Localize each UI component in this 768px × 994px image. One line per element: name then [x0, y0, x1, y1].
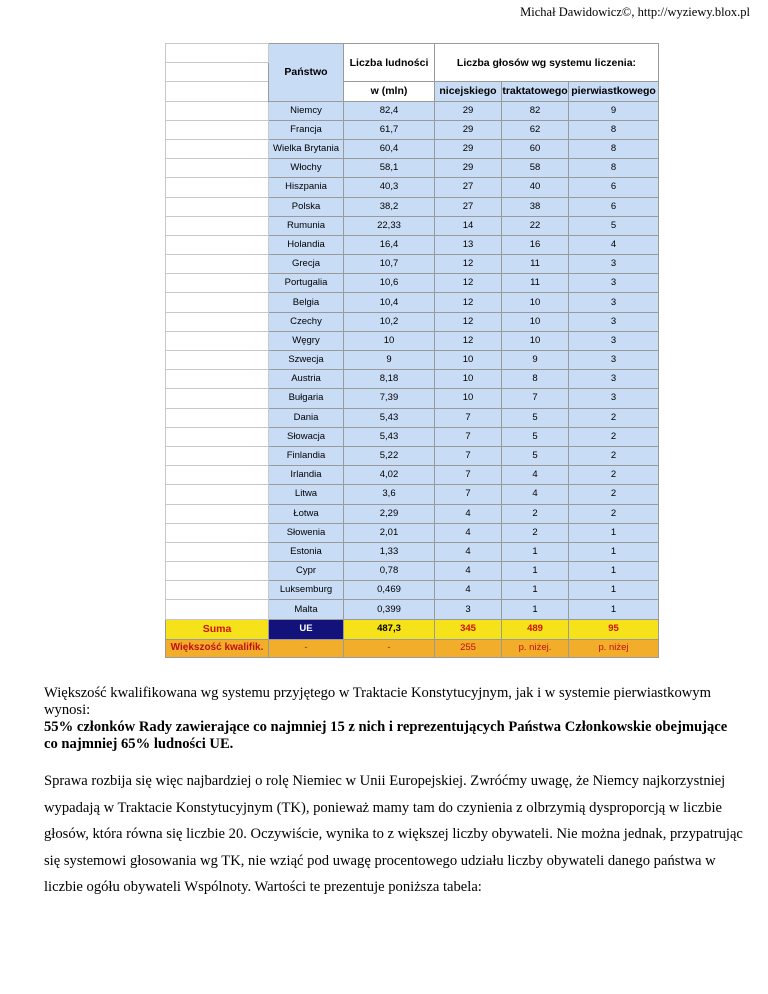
blank-cell: [166, 274, 269, 293]
country-cell: Wielka Brytania: [269, 139, 344, 158]
table-row: [166, 485, 659, 504]
table-row: [166, 581, 659, 600]
tk-votes-cell: 40: [502, 178, 569, 197]
pierw-votes-cell: 3: [569, 255, 659, 274]
nice-votes-cell: 7: [435, 446, 502, 465]
population-cell: 10,2: [344, 312, 435, 331]
nice-votes-cell: 4: [435, 581, 502, 600]
population-cell: 16,4: [344, 235, 435, 254]
pierw-votes-cell: 2: [569, 466, 659, 485]
tk-votes-cell: 11: [502, 255, 569, 274]
blank-cell: [166, 331, 269, 350]
blank-cell: [166, 427, 269, 446]
pierw-votes-cell: 3: [569, 293, 659, 312]
country-cell: Irlandia: [269, 466, 344, 485]
country-cell: Finlandia: [269, 446, 344, 465]
qm-nice: 255: [435, 639, 502, 657]
tk-votes-cell: 62: [502, 120, 569, 139]
blank-cell: [166, 216, 269, 235]
sum-pierw: 95: [569, 619, 659, 639]
sum-nice: 345: [435, 619, 502, 639]
country-cell: Belgia: [269, 293, 344, 312]
table-row: [166, 178, 659, 197]
population-cell: 8,18: [344, 370, 435, 389]
nice-votes-cell: 12: [435, 274, 502, 293]
tk-votes-cell: 7: [502, 389, 569, 408]
population-cell: 4,02: [344, 466, 435, 485]
tk-votes-cell: 82: [502, 101, 569, 120]
pierw-votes-cell: 8: [569, 120, 659, 139]
population-cell: 0,78: [344, 562, 435, 581]
blank-cell: [166, 63, 269, 82]
tk-votes-cell: 2: [502, 504, 569, 523]
nice-votes-cell: 7: [435, 485, 502, 504]
pierw-votes-cell: 6: [569, 178, 659, 197]
header-votes-group: Liczba głosów wg systemu liczenia:: [435, 44, 659, 82]
country-cell: Holandia: [269, 235, 344, 254]
tk-votes-cell: 5: [502, 427, 569, 446]
tk-votes-cell: 16: [502, 235, 569, 254]
country-cell: Rumunia: [269, 216, 344, 235]
country-cell: Bułgaria: [269, 389, 344, 408]
country-cell: Węgry: [269, 331, 344, 350]
nice-votes-cell: 12: [435, 293, 502, 312]
pierw-votes-cell: 8: [569, 139, 659, 158]
paragraph-qualified-majority: [44, 685, 744, 753]
blank-cell: [166, 466, 269, 485]
tk-votes-cell: 1: [502, 562, 569, 581]
table-row: [166, 216, 659, 235]
table-row: [166, 600, 659, 619]
blank-cell: [166, 485, 269, 504]
tk-votes-cell: 10: [502, 312, 569, 331]
qm-intro-text: Większość kwalifikowana wg systemu przyjętego w Traktacie Konstytucyjnym, jak i w systemie pierwiastkowym wynosi:: [44, 685, 711, 718]
pierw-votes-cell: 2: [569, 485, 659, 504]
pierw-votes-cell: 2: [569, 504, 659, 523]
population-cell: 61,7: [344, 120, 435, 139]
pierw-votes-cell: 5: [569, 216, 659, 235]
blank-cell: [166, 178, 269, 197]
tk-votes-cell: 11: [502, 274, 569, 293]
blank-cell: [166, 120, 269, 139]
nice-votes-cell: 29: [435, 101, 502, 120]
table-row: [166, 542, 659, 561]
blank-cell: [166, 82, 269, 101]
pierw-votes-cell: 3: [569, 351, 659, 370]
header-row-3: [166, 82, 659, 101]
nice-votes-cell: 29: [435, 139, 502, 158]
nice-votes-cell: 14: [435, 216, 502, 235]
population-cell: 2,01: [344, 523, 435, 542]
pierw-votes-cell: 3: [569, 274, 659, 293]
tk-votes-cell: 5: [502, 446, 569, 465]
population-cell: 10,4: [344, 293, 435, 312]
blank-cell: [166, 542, 269, 561]
country-cell: Estonia: [269, 542, 344, 561]
table-row: [166, 197, 659, 216]
country-cell: Niemcy: [269, 101, 344, 120]
country-cell: Łotwa: [269, 504, 344, 523]
table-row: [166, 370, 659, 389]
nice-votes-cell: 29: [435, 159, 502, 178]
tk-votes-cell: 1: [502, 542, 569, 561]
population-cell: 7,39: [344, 389, 435, 408]
nice-votes-cell: 10: [435, 370, 502, 389]
pierw-votes-cell: 3: [569, 389, 659, 408]
header-row-1: [166, 44, 659, 63]
blank-cell: [166, 504, 269, 523]
population-cell: 22,33: [344, 216, 435, 235]
tk-votes-cell: 10: [502, 331, 569, 350]
sum-population: 487,3: [344, 619, 435, 639]
blank-cell: [166, 44, 269, 63]
population-cell: 5,43: [344, 427, 435, 446]
pierw-votes-cell: 4: [569, 235, 659, 254]
nice-votes-cell: 29: [435, 120, 502, 139]
tk-votes-cell: 58: [502, 159, 569, 178]
qm-bold-text: 55% członków Rady zawierające co najmniej 15 z nich i reprezentujących Państwa Członkowskie obejmujące co najmniej 65% ludności UE.: [44, 719, 728, 752]
table-row: [166, 293, 659, 312]
qm-country: -: [269, 639, 344, 657]
pierw-votes-cell: 2: [569, 446, 659, 465]
nice-votes-cell: 12: [435, 331, 502, 350]
table-row: [166, 159, 659, 178]
table-row: [166, 235, 659, 254]
country-cell: Szwecja: [269, 351, 344, 370]
table-row: [166, 446, 659, 465]
pierw-votes-cell: 1: [569, 523, 659, 542]
pierw-votes-cell: 6: [569, 197, 659, 216]
blank-cell: [166, 101, 269, 120]
blank-cell: [166, 600, 269, 619]
sum-label: Suma: [166, 619, 269, 639]
votes-table-body: [166, 44, 659, 658]
blank-cell: [166, 523, 269, 542]
population-cell: 10,7: [344, 255, 435, 274]
population-cell: 5,22: [344, 446, 435, 465]
pierw-votes-cell: 3: [569, 331, 659, 350]
tk-votes-cell: 22: [502, 216, 569, 235]
country-cell: Francja: [269, 120, 344, 139]
blank-cell: [166, 255, 269, 274]
nice-votes-cell: 13: [435, 235, 502, 254]
tk-votes-cell: 1: [502, 600, 569, 619]
nice-votes-cell: 27: [435, 178, 502, 197]
header-pierw: pierwiastkowego: [569, 82, 659, 101]
nice-votes-cell: 12: [435, 312, 502, 331]
country-cell: Luksemburg: [269, 581, 344, 600]
country-cell: Czechy: [269, 312, 344, 331]
nice-votes-cell: 4: [435, 504, 502, 523]
sum-country: UE: [269, 619, 344, 639]
header-nice: nicejskiego: [435, 82, 502, 101]
nice-votes-cell: 10: [435, 389, 502, 408]
page-header: Michał Dawidowicz©, http://wyziewy.blox.pl: [520, 5, 750, 19]
blank-cell: [166, 370, 269, 389]
country-cell: Słowenia: [269, 523, 344, 542]
table-row: [166, 504, 659, 523]
table-row: [166, 351, 659, 370]
tk-votes-cell: 1: [502, 581, 569, 600]
nice-votes-cell: 12: [435, 255, 502, 274]
blank-cell: [166, 562, 269, 581]
tk-votes-cell: 4: [502, 466, 569, 485]
table-row: [166, 101, 659, 120]
blank-cell: [166, 312, 269, 331]
population-cell: 0,399: [344, 600, 435, 619]
sum-row: [166, 619, 659, 639]
tk-votes-cell: 9: [502, 351, 569, 370]
table-row: [166, 389, 659, 408]
header-tk: traktatowego: [502, 82, 569, 101]
pierw-votes-cell: 1: [569, 562, 659, 581]
population-cell: 0,469: [344, 581, 435, 600]
pierw-votes-cell: 1: [569, 600, 659, 619]
pierw-votes-cell: 1: [569, 581, 659, 600]
country-cell: Cypr: [269, 562, 344, 581]
nice-votes-cell: 10: [435, 351, 502, 370]
table-row: [166, 331, 659, 350]
population-cell: 82,4: [344, 101, 435, 120]
pierw-votes-cell: 2: [569, 427, 659, 446]
tk-votes-cell: 5: [502, 408, 569, 427]
country-cell: Austria: [269, 370, 344, 389]
pierw-votes-cell: 2: [569, 408, 659, 427]
population-cell: 10,6: [344, 274, 435, 293]
table-row: [166, 523, 659, 542]
tk-votes-cell: 60: [502, 139, 569, 158]
country-cell: Słowacja: [269, 427, 344, 446]
country-cell: Litwa: [269, 485, 344, 504]
country-cell: Portugalia: [269, 274, 344, 293]
blank-cell: [166, 293, 269, 312]
table-row: [166, 255, 659, 274]
nice-votes-cell: 7: [435, 427, 502, 446]
votes-table-wrapper: [165, 43, 659, 658]
tk-votes-cell: 4: [502, 485, 569, 504]
blank-cell: [166, 581, 269, 600]
population-cell: 10: [344, 331, 435, 350]
tk-votes-cell: 2: [502, 523, 569, 542]
table-row: [166, 120, 659, 139]
country-cell: Malta: [269, 600, 344, 619]
nice-votes-cell: 27: [435, 197, 502, 216]
blank-cell: [166, 159, 269, 178]
population-cell: 3,6: [344, 485, 435, 504]
table-row: [166, 274, 659, 293]
population-cell: 5,43: [344, 408, 435, 427]
qm-tk: p. niżej.: [502, 639, 569, 657]
tk-votes-cell: 38: [502, 197, 569, 216]
blank-cell: [166, 351, 269, 370]
qm-label: Większość kwalifik.: [166, 639, 269, 657]
qualified-majority-row: [166, 639, 659, 657]
country-cell: Włochy: [269, 159, 344, 178]
country-cell: Polska: [269, 197, 344, 216]
sum-tk: 489: [502, 619, 569, 639]
nice-votes-cell: 3: [435, 600, 502, 619]
population-cell: 9: [344, 351, 435, 370]
nice-votes-cell: 4: [435, 523, 502, 542]
blank-cell: [166, 446, 269, 465]
tk-votes-cell: 8: [502, 370, 569, 389]
pierw-votes-cell: 3: [569, 370, 659, 389]
country-cell: Dania: [269, 408, 344, 427]
nice-votes-cell: 4: [435, 542, 502, 561]
header-population: Liczba ludności: [344, 44, 435, 82]
blank-cell: [166, 139, 269, 158]
pierw-votes-cell: 3: [569, 312, 659, 331]
nice-votes-cell: 7: [435, 408, 502, 427]
table-row: [166, 139, 659, 158]
blank-cell: [166, 197, 269, 216]
blank-cell: [166, 235, 269, 254]
table-row: [166, 562, 659, 581]
population-cell: 2,29: [344, 504, 435, 523]
tk-votes-cell: 10: [502, 293, 569, 312]
qm-pierw: p. niżej: [569, 639, 659, 657]
table-row: [166, 312, 659, 331]
pierw-votes-cell: 8: [569, 159, 659, 178]
population-cell: 40,3: [344, 178, 435, 197]
pierw-votes-cell: 9: [569, 101, 659, 120]
qm-population: -: [344, 639, 435, 657]
population-cell: 58,1: [344, 159, 435, 178]
country-cell: Hiszpania: [269, 178, 344, 197]
header-population-unit: w (mln): [344, 82, 435, 101]
table-row: [166, 427, 659, 446]
nice-votes-cell: 4: [435, 562, 502, 581]
country-cell: Grecja: [269, 255, 344, 274]
population-cell: 60,4: [344, 139, 435, 158]
pierw-votes-cell: 1: [569, 542, 659, 561]
table-row: [166, 466, 659, 485]
population-cell: 38,2: [344, 197, 435, 216]
table-row: [166, 408, 659, 427]
paragraph-germany: Sprawa rozbija się więc najbardziej o rolę Niemiec w Unii Europejskiej. Zwróćmy uwagę, że Niemcy najkorzystniej wypadają w Traktacie Konstytucyjnym (TK), ponieważ mamy tam do czynienia z olbrzymią dysproporcją w liczbie głosów, która równa się liczbie 20. Oczywiście, wynika to z większej liczby obywateli. Nie można jednak, przypatrując się systemowi głosowania wg TK, nie wziąć pod uwagę procentowego udziału liczby obywateli danego państwa w liczbie ogółu obywateli Wspólnoty. Wartości te prezentuje poniższa tabela:: [44, 773, 743, 895]
votes-table: [165, 43, 659, 658]
population-cell: 1,33: [344, 542, 435, 561]
nice-votes-cell: 7: [435, 466, 502, 485]
blank-cell: [166, 389, 269, 408]
header-country: Państwo: [269, 44, 344, 102]
blank-cell: [166, 408, 269, 427]
